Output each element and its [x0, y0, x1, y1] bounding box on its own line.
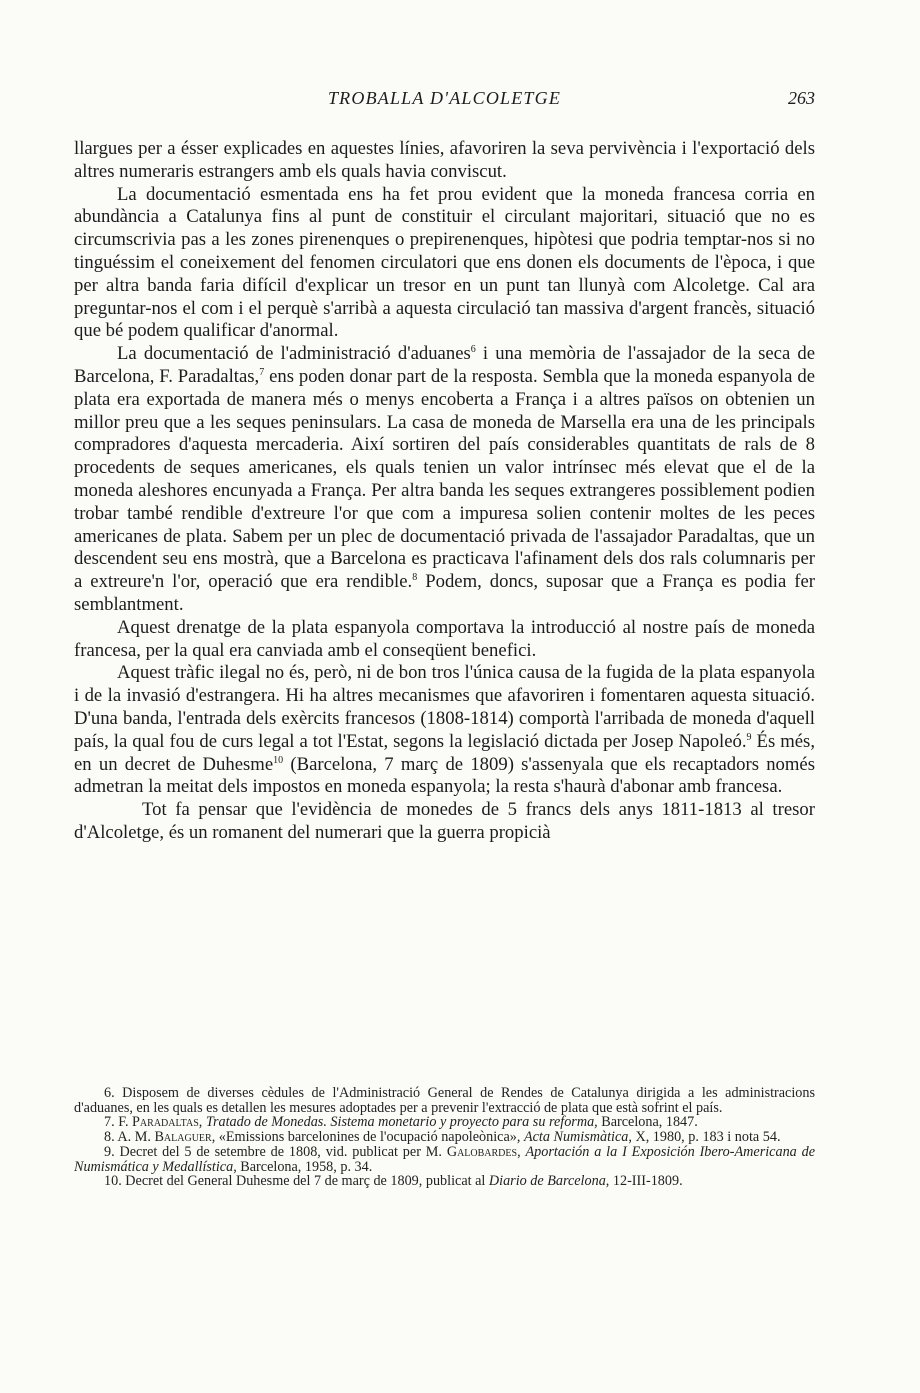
paragraph-2: La documentació esmentada ens ha fet prou evident que la moneda francesa corria en abundància a Catalunya fins al punt de constituir el circulant majoritari, situació que no es circumscrivia pas a les zones pirenenques o prepirenenques, hipòtesi que podria temptar-nos si no tinguéssim el coneixement del fenomen circulatori que ens donen els documents de l'època, i que per altra banda faria difícil d'explicar un tresor en un punt tan llunyà com Alcoletge. Cal ara preguntar-nos el com i el perquè s'arribà a aquesta circulació tan massiva d'argent francès, situació que bé podem qualificar d'anormal. — [74, 183, 815, 342]
footnote-ref-8[interactable]: 8 — [412, 571, 418, 583]
page-number: 263 — [788, 88, 815, 108]
paragraph-5-text-c: (Barcelona, 7 març de 1809) s'assenyala que els recaptadors només admetran la meitat dels impostos en moneda espanyola; la resta s'haurà d'abonar amb francesa. — [74, 753, 816, 798]
footnote-7-rest: , Barcelona, 1847. — [594, 1114, 698, 1131]
paragraph-5-text-b: És més, en un decret de Duhesme — [74, 730, 815, 775]
footnote-7-number: 7. F. — [104, 1114, 133, 1131]
paragraph-3-text-c: ens poden donar part de la resposta. Sembla que la moneda espanyola de plata era exportada de manera més o menys encoberta a França i a altres països on obtenien un millor preu que a les seques peninsulars. La casa de moneda de Marsella era una de les principals compradores d'aquesta mercaderia. Així sortiren del país considerables quantitats de rals de 8 procedents de seques americanes, els quals tenien un valor intrínsec més elevat que el de la moneda aleshores encunyada a França. Per altra banda les seques extrangeres possiblement podien trobar també rendible d'extreure l'or que com a impuresa solien contenir moltes de les peces americanes de plata. Sabem per un plec de documentació privada de l'assajador Paradaltas, que un descendent seu ens mostrà, que a Barcelona es practicava l'afinament dels dos rals columnaris per a extreure'n l'or, operació que era rendible. — [74, 365, 815, 593]
running-title: TROBALLA D'ALCOLETGE — [327, 88, 562, 108]
paragraph-3-text-d: Podem, doncs, suposar que a França es podia fer semblantment. — [74, 571, 815, 615]
footnote-8-rest: , X, 1980, p. 183 i nota 54. — [628, 1129, 781, 1146]
footnote-7-author: Paradaltas — [132, 1114, 199, 1131]
paragraph-6: Tot fa pensar que l'evidència de monedes de 5 francs dels anys 1811-1813 al tresor d'Alcoletge, és un romanent del numerari que la guerra propicià — [74, 799, 815, 843]
footnote-9-sep: , — [517, 1143, 526, 1160]
paragraph-5-text-a: Aquest tràfic ilegal no és, però, ni de bon tros l'única causa de la fugida de la plata espanyola i de la invasió d'estrangera. Hi ha altres mecanismes que afavoriren i fomentaren aquesta situació. D'una banda, l'entrada dels exèrcits francesos (1808-1814) comportà l'arribada de moneda d'aquell país, la qual fou de curs legal a tot l'Estat, segons la legislació dictada per Josep Napoleó. — [74, 662, 815, 752]
footnote-9-rest: , Barcelona, 1958, p. 34. — [233, 1158, 373, 1175]
paragraph-3 — [74, 343, 815, 617]
footnote-10-title: Diario de Barcelona — [488, 1173, 606, 1190]
footnote-10-rest: , 12-III-1809. — [605, 1173, 683, 1190]
footnote-9-text: 9. Decret del 5 de setembre de 1808, vid. publicat per M. — [104, 1143, 447, 1160]
footnote-6: 6. Disposem de diverses cèdules de l'Administració General de Rendes de Catalunya dirigida a les administracions d'aduanes, en les quals es detallen les mesures adoptades per a prevenir l'extracció de plata que està sofrint el país. — [74, 1085, 815, 1116]
paragraph-3-text-a: La documentació de l'administració d'aduanes — [117, 343, 471, 365]
page-header — [74, 88, 815, 118]
footnote-ref-7[interactable]: 7 — [259, 366, 265, 378]
paragraph-4: Aquest drenatge de la plata espanyola comportava la introducció al nostre país de moneda francesa, per la qual era canviada amb el conseqüent benefici. — [74, 616, 815, 661]
footnote-8-author: Balaguer — [154, 1129, 212, 1146]
footnotes — [74, 1086, 815, 1189]
footnote-9-title: Aportación a la I Exposición Ibero-Americana de Numismática y Medallística — [74, 1143, 816, 1175]
footnote-9 — [74, 1145, 815, 1174]
footnote-8 — [74, 1130, 815, 1145]
paragraph-3-text-b: i una memòria de l'assajador de la seca de Barcelona, F. Paradaltas, — [74, 343, 815, 387]
paragraph-5 — [74, 662, 815, 799]
footnote-8-number: 8. A. M. — [104, 1129, 155, 1146]
footnote-10 — [74, 1174, 815, 1189]
footnote-10-text: 10. Decret del General Duhesme del 7 de març de 1809, publicat al — [104, 1173, 489, 1190]
paragraph-1: llargues per a ésser explicades en aquestes línies, afavoriren la seva pervivència i l'exportació dels altres numeraris estrangers amb els quals havia conviscut. — [74, 138, 815, 182]
footnote-7-sep: , — [198, 1114, 206, 1131]
footnote-ref-10[interactable]: 10 — [273, 754, 284, 766]
footnote-9-author: Galobardes — [446, 1143, 518, 1160]
body-text — [74, 138, 815, 845]
footnote-ref-9[interactable]: 9 — [746, 731, 752, 743]
footnote-7 — [74, 1115, 815, 1130]
footnote-8-journal: Acta Numismàtica — [523, 1129, 629, 1146]
footnote-8-article: , «Emissions barcelonines de l'ocupació napoleònica», — [211, 1129, 524, 1146]
footnote-7-title: Tratado de Monedas. Sistema monetario y proyecto para su reforma — [205, 1114, 595, 1131]
footnote-ref-6[interactable]: 6 — [470, 343, 476, 355]
